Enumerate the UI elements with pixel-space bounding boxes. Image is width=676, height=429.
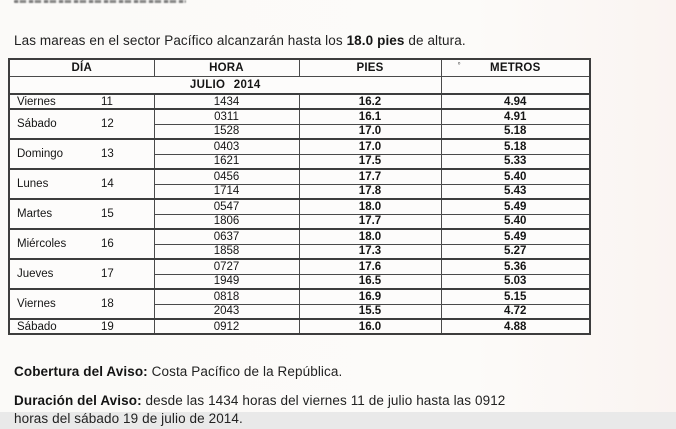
hora-cell: 1434 bbox=[154, 94, 299, 109]
metros-cell: 5.33 bbox=[441, 154, 590, 169]
intro-bold-value: 18.0 pies bbox=[347, 33, 405, 48]
duracion-paragraph bbox=[14, 392, 505, 429]
metros-cell: 4.88 bbox=[441, 319, 590, 334]
cobertura-paragraph bbox=[14, 364, 342, 379]
metros-cell: 5.27 bbox=[441, 244, 590, 259]
table-row bbox=[9, 109, 590, 124]
hora-cell: 1528 bbox=[154, 124, 299, 139]
metros-cell: 5.36 bbox=[441, 259, 590, 274]
day-cell bbox=[9, 109, 154, 139]
metros-cell: 5.40 bbox=[441, 214, 590, 229]
cobertura-text: Costa Pacífico de la República. bbox=[148, 364, 343, 379]
pies-cell: 16.9 bbox=[299, 289, 441, 304]
pies-cell: 17.7 bbox=[299, 169, 441, 184]
hora-cell: 2043 bbox=[154, 304, 299, 319]
metros-cell: 4.91 bbox=[441, 109, 590, 124]
day-cell-inner bbox=[10, 148, 154, 160]
day-cell-inner bbox=[10, 298, 154, 310]
pies-cell: 17.3 bbox=[299, 244, 441, 259]
hora-cell: 0912 bbox=[154, 319, 299, 334]
column-header-metros-label: METROS bbox=[490, 62, 540, 74]
pies-cell: 17.8 bbox=[299, 184, 441, 199]
tide-table bbox=[8, 58, 591, 335]
day-cell-inner bbox=[10, 118, 154, 130]
metros-cell: 5.43 bbox=[441, 184, 590, 199]
metros-cell: 4.72 bbox=[441, 304, 590, 319]
column-header-dia: DÍA bbox=[9, 59, 154, 77]
day-cell-inner bbox=[10, 208, 154, 220]
table-row bbox=[9, 94, 590, 109]
day-date: 17 bbox=[101, 268, 114, 280]
pies-cell: 17.0 bbox=[299, 139, 441, 154]
month-header-row bbox=[9, 77, 590, 95]
day-date: 14 bbox=[101, 178, 114, 190]
day-name: Miércoles bbox=[17, 238, 101, 250]
day-cell bbox=[9, 289, 154, 319]
day-name: Viernes bbox=[17, 96, 101, 108]
duracion-text-line1: desde las 1434 horas del viernes 11 de julio hasta las 0912 bbox=[142, 393, 506, 408]
metros-cell: 5.49 bbox=[441, 229, 590, 244]
cropped-heading-fragment bbox=[14, 0, 186, 3]
day-name: Viernes bbox=[17, 298, 101, 310]
day-date: 15 bbox=[101, 208, 114, 220]
hora-cell: 0403 bbox=[154, 139, 299, 154]
table-row bbox=[9, 169, 590, 184]
table-row bbox=[9, 199, 590, 214]
intro-text-after: de altura. bbox=[405, 33, 466, 48]
day-name: Jueves bbox=[17, 268, 101, 280]
day-cell bbox=[9, 199, 154, 229]
metros-cell: 5.03 bbox=[441, 274, 590, 289]
table-row bbox=[9, 139, 590, 154]
intro-text-before: Las mareas en el sector Pacífico alcanzarán hasta los bbox=[14, 33, 347, 48]
hora-cell: 1858 bbox=[154, 244, 299, 259]
table-row bbox=[9, 259, 590, 274]
day-name: Sábado bbox=[17, 321, 101, 333]
day-date: 19 bbox=[101, 321, 114, 333]
day-name: Lunes bbox=[17, 178, 101, 190]
day-cell-inner bbox=[10, 96, 154, 108]
hora-cell: 0727 bbox=[154, 259, 299, 274]
pies-cell: 16.1 bbox=[299, 109, 441, 124]
pies-cell: 17.5 bbox=[299, 154, 441, 169]
duracion-text-line2: horas del sábado 19 de julio de 2014. bbox=[14, 411, 243, 426]
day-cell bbox=[9, 94, 154, 109]
month-header-empty-cell bbox=[441, 77, 590, 95]
metros-cell: 5.18 bbox=[441, 124, 590, 139]
day-date: 13 bbox=[101, 148, 114, 160]
metros-cell: 5.49 bbox=[441, 199, 590, 214]
hora-cell: 0456 bbox=[154, 169, 299, 184]
day-cell bbox=[9, 169, 154, 199]
column-header-metros bbox=[441, 59, 590, 77]
day-cell bbox=[9, 319, 154, 334]
day-date: 18 bbox=[101, 298, 114, 310]
metros-cell: 4.94 bbox=[441, 94, 590, 109]
day-cell bbox=[9, 229, 154, 259]
metros-cell: 5.15 bbox=[441, 289, 590, 304]
pies-cell: 16.5 bbox=[299, 274, 441, 289]
pies-cell: 16.0 bbox=[299, 319, 441, 334]
table-row bbox=[9, 229, 590, 244]
metros-cell: 5.40 bbox=[441, 169, 590, 184]
intro-paragraph bbox=[14, 32, 466, 50]
hora-cell: 1806 bbox=[154, 214, 299, 229]
pies-cell: 15.5 bbox=[299, 304, 441, 319]
stray-mark: ° bbox=[458, 61, 461, 70]
tide-table-wrap bbox=[8, 58, 591, 335]
day-name: Domingo bbox=[17, 148, 101, 160]
hora-cell: 1949 bbox=[154, 274, 299, 289]
hora-cell: 0311 bbox=[154, 109, 299, 124]
pies-cell: 18.0 bbox=[299, 199, 441, 214]
hora-cell: 0637 bbox=[154, 229, 299, 244]
table-row bbox=[9, 289, 590, 304]
day-cell-inner bbox=[10, 268, 154, 280]
cobertura-label: Cobertura del Aviso: bbox=[14, 364, 148, 379]
hora-cell: 0547 bbox=[154, 199, 299, 214]
table-row bbox=[9, 319, 590, 334]
day-cell-inner bbox=[10, 238, 154, 250]
column-header-pies: PIES bbox=[299, 59, 441, 77]
pies-cell: 17.7 bbox=[299, 214, 441, 229]
day-date: 11 bbox=[101, 96, 113, 108]
metros-cell: 5.18 bbox=[441, 139, 590, 154]
day-cell bbox=[9, 259, 154, 289]
day-cell-inner bbox=[10, 321, 154, 333]
day-cell bbox=[9, 139, 154, 169]
day-name: Sábado bbox=[17, 118, 101, 130]
day-date: 12 bbox=[101, 118, 114, 130]
duracion-label: Duración del Aviso: bbox=[14, 393, 142, 408]
column-header-hora: HORA bbox=[154, 59, 299, 77]
hora-cell: 0818 bbox=[154, 289, 299, 304]
pies-cell: 16.2 bbox=[299, 94, 441, 109]
pies-cell: 17.0 bbox=[299, 124, 441, 139]
day-name: Martes bbox=[17, 208, 101, 220]
hora-cell: 1714 bbox=[154, 184, 299, 199]
table-header-row bbox=[9, 59, 590, 77]
month-header-cell: JULIO 2014 bbox=[9, 77, 441, 95]
day-cell-inner bbox=[10, 178, 154, 190]
pies-cell: 18.0 bbox=[299, 229, 441, 244]
hora-cell: 1621 bbox=[154, 154, 299, 169]
pies-cell: 17.6 bbox=[299, 259, 441, 274]
day-date: 16 bbox=[101, 238, 114, 250]
